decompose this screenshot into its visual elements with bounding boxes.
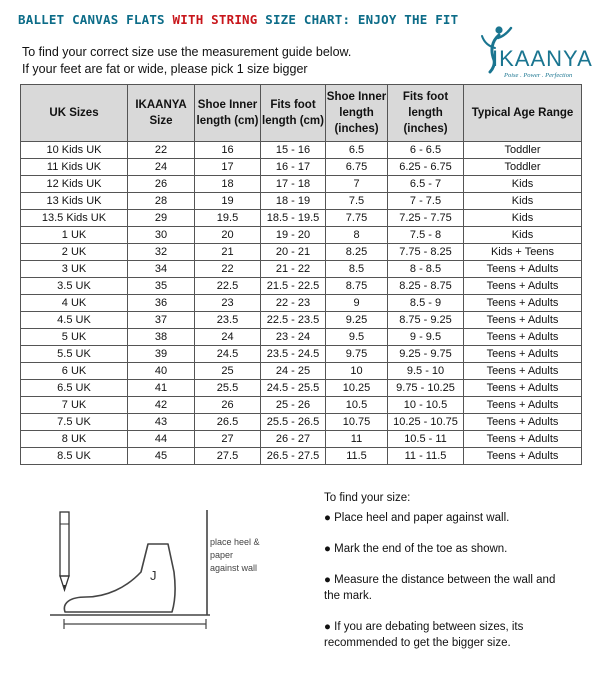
cell-ikaanya-size: 40 xyxy=(128,363,195,380)
cell-fits-foot-inches: 10.25 - 10.75 xyxy=(388,414,464,431)
cell-uk-size: 13.5 Kids UK xyxy=(21,210,128,227)
cell-age-range: Teens + Adults xyxy=(464,278,582,295)
cell-fits-foot-cm: 15 - 16 xyxy=(261,142,326,159)
cell-shoe-inner-inches: 7 xyxy=(326,176,388,193)
instruction-step-1: ● Place heel and paper against wall. xyxy=(324,512,510,524)
table-row xyxy=(21,295,582,312)
cell-shoe-inner-inches: 6.75 xyxy=(326,159,388,176)
cell-age-range: Teens + Adults xyxy=(464,261,582,278)
cell-age-range: Teens + Adults xyxy=(464,414,582,431)
cell-shoe-inner-inches: 6.5 xyxy=(326,142,388,159)
cell-shoe-inner-cm: 17 xyxy=(195,159,261,176)
cell-ikaanya-size: 22 xyxy=(128,142,195,159)
cell-fits-foot-inches: 8.75 - 9.25 xyxy=(388,312,464,329)
cell-fits-foot-cm: 25.5 - 26.5 xyxy=(261,414,326,431)
cell-ikaanya-size: 34 xyxy=(128,261,195,278)
title-part-1: BALLET CANVAS FLATS xyxy=(18,12,173,27)
table-row xyxy=(21,278,582,295)
cell-ikaanya-size: 24 xyxy=(128,159,195,176)
logo-tagline: Poise . Power . Perfection xyxy=(504,72,573,79)
cell-fits-foot-inches: 10 - 10.5 xyxy=(388,397,464,414)
cell-fits-foot-inches: 10.5 - 11 xyxy=(388,431,464,448)
cell-shoe-inner-cm: 20 xyxy=(195,227,261,244)
cell-fits-foot-cm: 16 - 17 xyxy=(261,159,326,176)
pencil-icon xyxy=(60,512,69,590)
cell-age-range: Teens + Adults xyxy=(464,363,582,380)
cell-shoe-inner-inches: 10 xyxy=(326,363,388,380)
cell-age-range: Teens + Adults xyxy=(464,448,582,465)
cell-fits-foot-cm: 18 - 19 xyxy=(261,193,326,210)
cell-shoe-inner-cm: 22.5 xyxy=(195,278,261,295)
cell-shoe-inner-cm: 26.5 xyxy=(195,414,261,431)
cell-ikaanya-size: 41 xyxy=(128,380,195,397)
logo-wordmark: IKAANYA xyxy=(492,46,593,71)
column-header-age-range: Typical Age Range xyxy=(464,85,582,142)
cell-shoe-inner-inches: 8 xyxy=(326,227,388,244)
cell-fits-foot-cm: 17 - 18 xyxy=(261,176,326,193)
cell-shoe-inner-inches: 11 xyxy=(326,431,388,448)
column-header-shoe-inner-cm: Shoe Inner length (cm) xyxy=(195,85,261,142)
cell-shoe-inner-cm: 19 xyxy=(195,193,261,210)
cell-fits-foot-inches: 6 - 6.5 xyxy=(388,142,464,159)
cell-fits-foot-cm: 20 - 21 xyxy=(261,244,326,261)
cell-shoe-inner-cm: 18 xyxy=(195,176,261,193)
table-row xyxy=(21,227,582,244)
intro-line-2: If your feet are fat or wide, please pick 1 size bigger xyxy=(22,62,308,76)
cell-shoe-inner-inches: 9.75 xyxy=(326,346,388,363)
cell-shoe-inner-cm: 24.5 xyxy=(195,346,261,363)
cell-uk-size: 4.5 UK xyxy=(21,312,128,329)
cell-uk-size: 6 UK xyxy=(21,363,128,380)
cell-fits-foot-inches: 9.25 - 9.75 xyxy=(388,346,464,363)
cell-fits-foot-inches: 6.25 - 6.75 xyxy=(388,159,464,176)
table-row xyxy=(21,176,582,193)
cell-fits-foot-inches: 11 - 11.5 xyxy=(388,448,464,465)
cell-uk-size: 11 Kids UK xyxy=(21,159,128,176)
intro-text xyxy=(22,44,351,78)
cell-ikaanya-size: 30 xyxy=(128,227,195,244)
cell-shoe-inner-cm: 25.5 xyxy=(195,380,261,397)
cell-shoe-inner-cm: 21 xyxy=(195,244,261,261)
table-row xyxy=(21,193,582,210)
cell-fits-foot-cm: 26 - 27 xyxy=(261,431,326,448)
table-row xyxy=(21,329,582,346)
cell-ikaanya-size: 39 xyxy=(128,346,195,363)
size-chart-table xyxy=(20,84,582,465)
cell-ikaanya-size: 37 xyxy=(128,312,195,329)
cell-uk-size: 7 UK xyxy=(21,397,128,414)
size-instructions xyxy=(324,490,574,651)
cell-age-range: Teens + Adults xyxy=(464,295,582,312)
instruction-step-3: ● Measure the distance between the wall and the mark. xyxy=(324,574,556,602)
cell-fits-foot-cm: 24 - 25 xyxy=(261,363,326,380)
cell-age-range: Toddler xyxy=(464,159,582,176)
cell-shoe-inner-inches: 7.5 xyxy=(326,193,388,210)
cell-age-range: Teens + Adults xyxy=(464,329,582,346)
cell-fits-foot-inches: 9.5 - 10 xyxy=(388,363,464,380)
cell-fits-foot-inches: 7 - 7.5 xyxy=(388,193,464,210)
cell-fits-foot-inches: 8.25 - 8.75 xyxy=(388,278,464,295)
cell-shoe-inner-inches: 10.25 xyxy=(326,380,388,397)
table-row xyxy=(21,380,582,397)
foot-outline xyxy=(64,544,175,612)
cell-ikaanya-size: 26 xyxy=(128,176,195,193)
cell-fits-foot-inches: 7.75 - 8.25 xyxy=(388,244,464,261)
cell-fits-foot-cm: 21.5 - 22.5 xyxy=(261,278,326,295)
cell-ikaanya-size: 44 xyxy=(128,431,195,448)
table-row xyxy=(21,448,582,465)
cell-uk-size: 5 UK xyxy=(21,329,128,346)
cell-age-range: Kids xyxy=(464,227,582,244)
table-row xyxy=(21,312,582,329)
cell-ikaanya-size: 32 xyxy=(128,244,195,261)
cell-ikaanya-size: 36 xyxy=(128,295,195,312)
column-header-shoe-inner-inches: Shoe Inner length (inches) xyxy=(326,85,388,142)
brand-logo xyxy=(478,24,593,82)
title-part-2-highlight: WITH STRING xyxy=(172,12,258,27)
cell-age-range: Teens + Adults xyxy=(464,346,582,363)
cell-fits-foot-cm: 24.5 - 25.5 xyxy=(261,380,326,397)
table-row xyxy=(21,397,582,414)
cell-uk-size: 3 UK xyxy=(21,261,128,278)
cell-fits-foot-cm: 23.5 - 24.5 xyxy=(261,346,326,363)
cell-fits-foot-cm: 21 - 22 xyxy=(261,261,326,278)
instruction-step-4: ● If you are debating between sizes, its recommended to get the bigger size. xyxy=(324,621,524,649)
cell-shoe-inner-cm: 16 xyxy=(195,142,261,159)
cell-shoe-inner-inches: 10.5 xyxy=(326,397,388,414)
column-header-fits-foot-inches: Fits foot length (inches) xyxy=(388,85,464,142)
cell-shoe-inner-cm: 22 xyxy=(195,261,261,278)
cell-fits-foot-inches: 7.25 - 7.75 xyxy=(388,210,464,227)
table-row xyxy=(21,261,582,278)
cell-shoe-inner-inches: 11.5 xyxy=(326,448,388,465)
instruction-step-2: ● Mark the end of the toe as shown. xyxy=(324,543,508,555)
cell-shoe-inner-cm: 26 xyxy=(195,397,261,414)
title-part-3: SIZE CHART: ENJOY THE FIT xyxy=(257,12,459,27)
cell-fits-foot-inches: 8 - 8.5 xyxy=(388,261,464,278)
diagram-mark-letter: J xyxy=(150,568,157,583)
cell-shoe-inner-cm: 25 xyxy=(195,363,261,380)
column-header-ikaanya-size: IKAANYA Size xyxy=(128,85,195,142)
table-row xyxy=(21,159,582,176)
cell-uk-size: 8.5 UK xyxy=(21,448,128,465)
cell-fits-foot-cm: 19 - 20 xyxy=(261,227,326,244)
cell-ikaanya-size: 35 xyxy=(128,278,195,295)
table-row xyxy=(21,142,582,159)
cell-ikaanya-size: 28 xyxy=(128,193,195,210)
cell-shoe-inner-cm: 19.5 xyxy=(195,210,261,227)
cell-fits-foot-inches: 6.5 - 7 xyxy=(388,176,464,193)
cell-shoe-inner-inches: 9.25 xyxy=(326,312,388,329)
cell-fits-foot-inches: 8.5 - 9 xyxy=(388,295,464,312)
table-row xyxy=(21,363,582,380)
cell-shoe-inner-cm: 27.5 xyxy=(195,448,261,465)
cell-shoe-inner-inches: 8.25 xyxy=(326,244,388,261)
instructions-heading: To find your size: xyxy=(324,492,411,504)
intro-line-1: To find your correct size use the measurement guide below. xyxy=(22,45,352,59)
cell-fits-foot-inches: 9.75 - 10.25 xyxy=(388,380,464,397)
cell-shoe-inner-inches: 8.5 xyxy=(326,261,388,278)
table-row xyxy=(21,431,582,448)
cell-ikaanya-size: 42 xyxy=(128,397,195,414)
cell-shoe-inner-inches: 10.75 xyxy=(326,414,388,431)
cell-uk-size: 3.5 UK xyxy=(21,278,128,295)
table-body xyxy=(21,142,582,465)
cell-uk-size: 8 UK xyxy=(21,431,128,448)
cell-age-range: Kids xyxy=(464,176,582,193)
table-row xyxy=(21,210,582,227)
column-header-uk-sizes: UK Sizes xyxy=(21,85,128,142)
cell-age-range: Kids xyxy=(464,193,582,210)
cell-age-range: Teens + Adults xyxy=(464,431,582,448)
cell-shoe-inner-cm: 23 xyxy=(195,295,261,312)
cell-uk-size: 12 Kids UK xyxy=(21,176,128,193)
column-header-fits-foot-cm: Fits foot length (cm) xyxy=(261,85,326,142)
cell-uk-size: 6.5 UK xyxy=(21,380,128,397)
table-header-row xyxy=(21,85,582,142)
cell-ikaanya-size: 38 xyxy=(128,329,195,346)
cell-ikaanya-size: 43 xyxy=(128,414,195,431)
cell-shoe-inner-inches: 9.5 xyxy=(326,329,388,346)
cell-shoe-inner-inches: 7.75 xyxy=(326,210,388,227)
cell-uk-size: 2 UK xyxy=(21,244,128,261)
cell-uk-size: 5.5 UK xyxy=(21,346,128,363)
table-row xyxy=(21,414,582,431)
cell-ikaanya-size: 45 xyxy=(128,448,195,465)
diagram-note: place heel & paper against wall xyxy=(210,537,260,573)
cell-ikaanya-size: 29 xyxy=(128,210,195,227)
table-row xyxy=(21,346,582,363)
cell-age-range: Teens + Adults xyxy=(464,380,582,397)
cell-uk-size: 13 Kids UK xyxy=(21,193,128,210)
cell-fits-foot-inches: 7.5 - 8 xyxy=(388,227,464,244)
cell-age-range: Teens + Adults xyxy=(464,312,582,329)
cell-uk-size: 7.5 UK xyxy=(21,414,128,431)
cell-fits-foot-cm: 22.5 - 23.5 xyxy=(261,312,326,329)
cell-uk-size: 4 UK xyxy=(21,295,128,312)
cell-uk-size: 1 UK xyxy=(21,227,128,244)
cell-age-range: Kids + Teens xyxy=(464,244,582,261)
cell-shoe-inner-inches: 8.75 xyxy=(326,278,388,295)
cell-shoe-inner-cm: 23.5 xyxy=(195,312,261,329)
cell-shoe-inner-cm: 27 xyxy=(195,431,261,448)
cell-shoe-inner-inches: 9 xyxy=(326,295,388,312)
cell-shoe-inner-cm: 24 xyxy=(195,329,261,346)
cell-fits-foot-cm: 18.5 - 19.5 xyxy=(261,210,326,227)
cell-uk-size: 10 Kids UK xyxy=(21,142,128,159)
table-row xyxy=(21,244,582,261)
cell-age-range: Teens + Adults xyxy=(464,397,582,414)
cell-age-range: Kids xyxy=(464,210,582,227)
cell-fits-foot-cm: 22 - 23 xyxy=(261,295,326,312)
cell-age-range: Toddler xyxy=(464,142,582,159)
cell-fits-foot-cm: 26.5 - 27.5 xyxy=(261,448,326,465)
cell-fits-foot-cm: 25 - 26 xyxy=(261,397,326,414)
cell-fits-foot-inches: 9 - 9.5 xyxy=(388,329,464,346)
cell-fits-foot-cm: 23 - 24 xyxy=(261,329,326,346)
